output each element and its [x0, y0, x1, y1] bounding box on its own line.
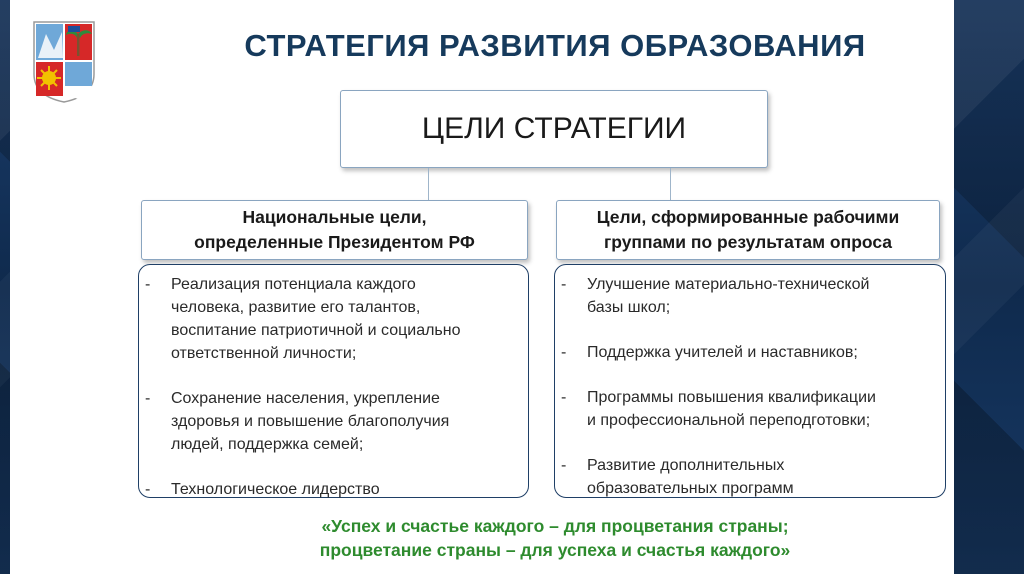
national-goals-header [141, 200, 528, 260]
survey-goals-header-line: группами по результатам опроса [603, 232, 893, 252]
list-item-line: людей, поддержка семей; [171, 436, 364, 453]
list-item-line: Поддержка учителей и наставников; [587, 344, 858, 361]
list-item-line: здоровья и повышение благополучия [171, 413, 450, 430]
national-goals-header-line: определенные Президентом РФ [194, 232, 475, 252]
survey-goals-header [556, 200, 940, 260]
national-goals-list [138, 264, 529, 498]
motto [160, 514, 950, 562]
list-item-line: Технологическое лидерство [171, 481, 380, 498]
list-item-line: человека, развитие его талантов, [171, 299, 421, 316]
sochi-emblem-icon [32, 20, 96, 104]
motto-line: процветание страны – для успеха и счастья каждого» [319, 540, 791, 560]
list-item-line: базы школ; [587, 299, 671, 316]
slide [10, 0, 954, 574]
list-item [561, 341, 935, 364]
list-dash: - [145, 276, 151, 293]
list-item [145, 478, 518, 501]
list-item-line: ответственной личности; [171, 345, 357, 362]
list-dash: - [145, 390, 151, 407]
motto-line: «Успех и счастье каждого – для процветания страны; [321, 516, 789, 536]
list-dash: - [561, 389, 567, 406]
list-item-line: и профессиональной переподготовки; [587, 412, 871, 429]
list-item [561, 386, 935, 432]
list-dash: - [145, 481, 151, 498]
list-dash: - [561, 457, 567, 474]
page-title: СТРАТЕГИЯ РАЗВИТИЯ ОБРАЗОВАНИЯ [244, 28, 866, 63]
list-item [145, 387, 518, 456]
list-item-line: Реализация потенциала каждого [171, 276, 416, 293]
list-item-line: Программы повышения квалификации [587, 389, 876, 406]
connector-right [670, 168, 671, 200]
list-item [561, 454, 935, 500]
list-dash: - [561, 344, 567, 361]
list-item [561, 273, 935, 319]
connector-left [428, 168, 429, 200]
national-goals-header-line: Национальные цели, [242, 207, 427, 227]
list-item-line: Развитие дополнительных [587, 457, 785, 474]
list-dash: - [561, 276, 567, 293]
survey-goals-list [554, 264, 946, 498]
list-item-line: Улучшение материально-технической [587, 276, 870, 293]
list-item-line: Сохранение населения, укрепление [171, 390, 440, 407]
strategy-goals-title: ЦЕЛИ СТРАТЕГИИ [421, 112, 687, 145]
list-item [145, 273, 518, 365]
background-pattern-right [954, 0, 1024, 574]
list-item-line: воспитание патриотичной и социально [171, 322, 461, 339]
strategy-goals-box [340, 90, 768, 168]
list-item-line: образовательных программ [587, 480, 794, 497]
survey-goals-header-line: Цели, сформированные рабочими [596, 207, 900, 227]
